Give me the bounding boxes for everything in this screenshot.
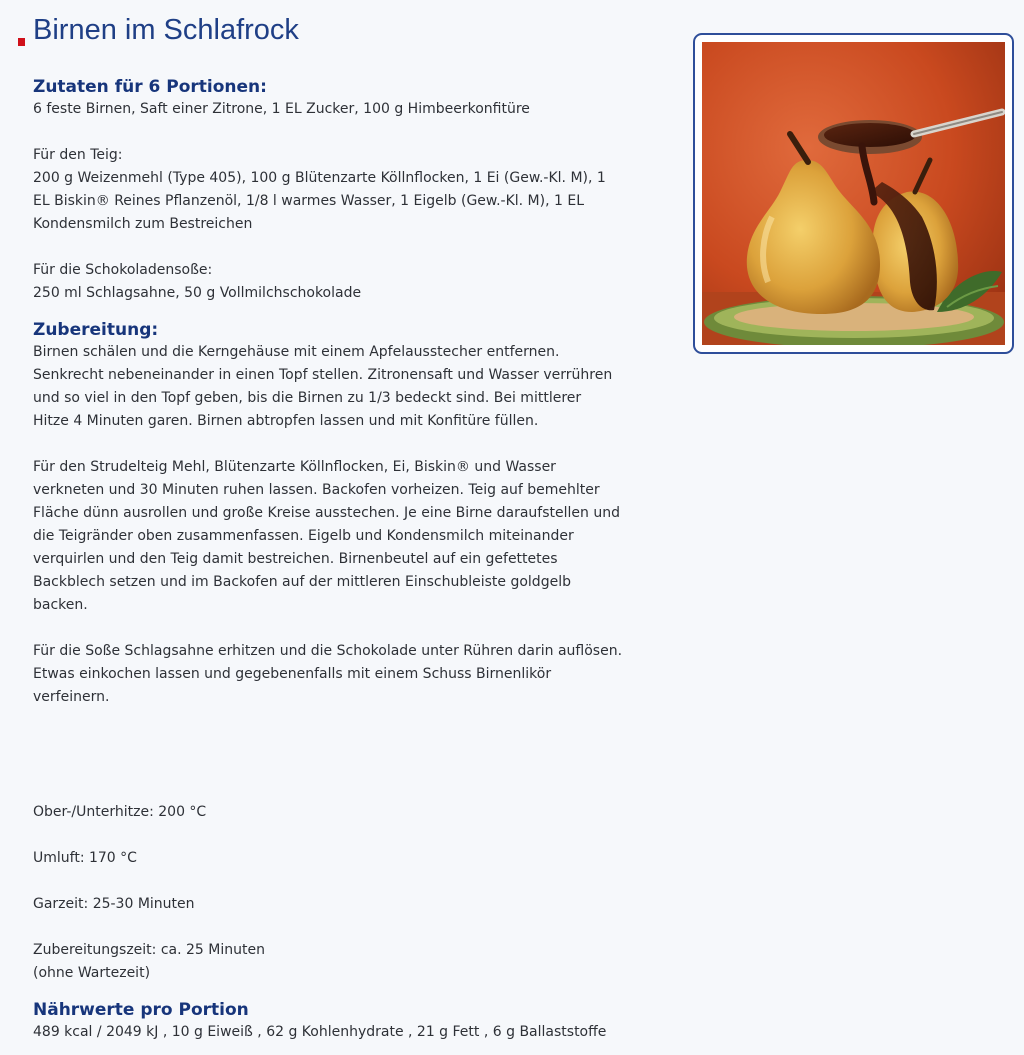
ingredients-main: 6 feste Birnen, Saft einer Zitrone, 1 EL Zucker, 100 g Himbeerkonfitüre bbox=[33, 101, 530, 117]
nutrition-values: 489 kcal / 2049 kJ , 10 g Eiweiß , 62 g Kohlenhydrate , 21 g Fett , 6 g Ballaststoffe bbox=[33, 1024, 607, 1040]
prep-time-note: (ohne Wartezeit) bbox=[33, 965, 151, 981]
step2-line: Für den Strudelteig Mehl, Blütenzarte Köllnflocken, Ei, Biskin® und Wasser bbox=[33, 459, 556, 475]
dough-line: Kondensmilch zum Bestreichen bbox=[33, 216, 253, 232]
step3-line: Etwas einkochen lassen und gegebenenfalls mit einem Schuss Birnenlikör bbox=[33, 666, 552, 682]
dough-label: Für den Teig: bbox=[33, 147, 123, 163]
step1-line: und so viel in den Topf geben, bis die Birnen zu 1/3 bedeckt sind. Bei mittlerer bbox=[33, 390, 582, 406]
dough-line: EL Biskin® Reines Pflanzenöl, 1/8 l warmes Wasser, 1 Eigelb (Gew.-Kl. M), 1 EL bbox=[33, 193, 585, 209]
dough-line: 200 g Weizenmehl (Type 405), 100 g Blütenzarte Köllnflocken, 1 Ei (Gew.-Kl. M), 1 bbox=[33, 170, 606, 186]
step2-line: verkneten und 30 Minuten ruhen lassen. Backofen vorheizen. Teig auf bemehlter bbox=[33, 482, 600, 498]
sauce-label: Für die Schokoladensoße: bbox=[33, 262, 213, 278]
nutrition-heading: Nährwerte pro Portion bbox=[33, 1000, 249, 1020]
step2-line: Backblech setzen und im Backofen auf der mittleren Einschubleiste goldgelb bbox=[33, 574, 571, 590]
page-title: Birnen im Schlafrock bbox=[33, 14, 299, 46]
step1-line: Hitze 4 Minuten garen. Birnen abtropfen lassen und mit Konfitüre füllen. bbox=[33, 413, 539, 429]
recipe-content bbox=[33, 76, 673, 1044]
oven-convection: Umluft: 170 °C bbox=[33, 850, 137, 866]
step1-line: Senkrecht nebeneinander in einen Topf stellen. Zitronensaft und Wasser verrühren bbox=[33, 367, 613, 383]
cook-time: Garzeit: 25-30 Minuten bbox=[33, 896, 195, 912]
step3-line: Für die Soße Schlagsahne erhitzen und die Schokolade unter Rühren darin auflösen. bbox=[33, 643, 623, 659]
oven-top-bottom-heat: Ober-/Unterhitze: 200 °C bbox=[33, 804, 207, 820]
ingredients-heading: Zutaten für 6 Portionen: bbox=[33, 77, 267, 97]
step1-line: Birnen schälen und die Kerngehäuse mit einem Apfelausstecher entfernen. bbox=[33, 344, 560, 360]
step3-line: verfeinern. bbox=[33, 689, 110, 705]
step2-line: die Teigränder oben zusammenfassen. Eigelb und Kondensmilch miteinander bbox=[33, 528, 574, 544]
preparation-heading: Zubereitung: bbox=[33, 320, 159, 340]
step2-line: verquirlen und den Teig damit bestreichen. Birnenbeutel auf ein gefettetes bbox=[33, 551, 558, 567]
recipe-photo bbox=[693, 33, 1014, 354]
title-bullet-icon bbox=[18, 38, 25, 46]
sauce-ingredients: 250 ml Schlagsahne, 50 g Vollmilchschokolade bbox=[33, 285, 362, 301]
step2-line: backen. bbox=[33, 597, 88, 613]
prep-time: Zubereitungszeit: ca. 25 Minuten bbox=[33, 942, 265, 958]
step2-line: Fläche dünn ausrollen und große Kreise ausstechen. Je eine Birne daraufstellen und bbox=[33, 505, 620, 521]
pear-dessert-illustration bbox=[702, 42, 1005, 345]
